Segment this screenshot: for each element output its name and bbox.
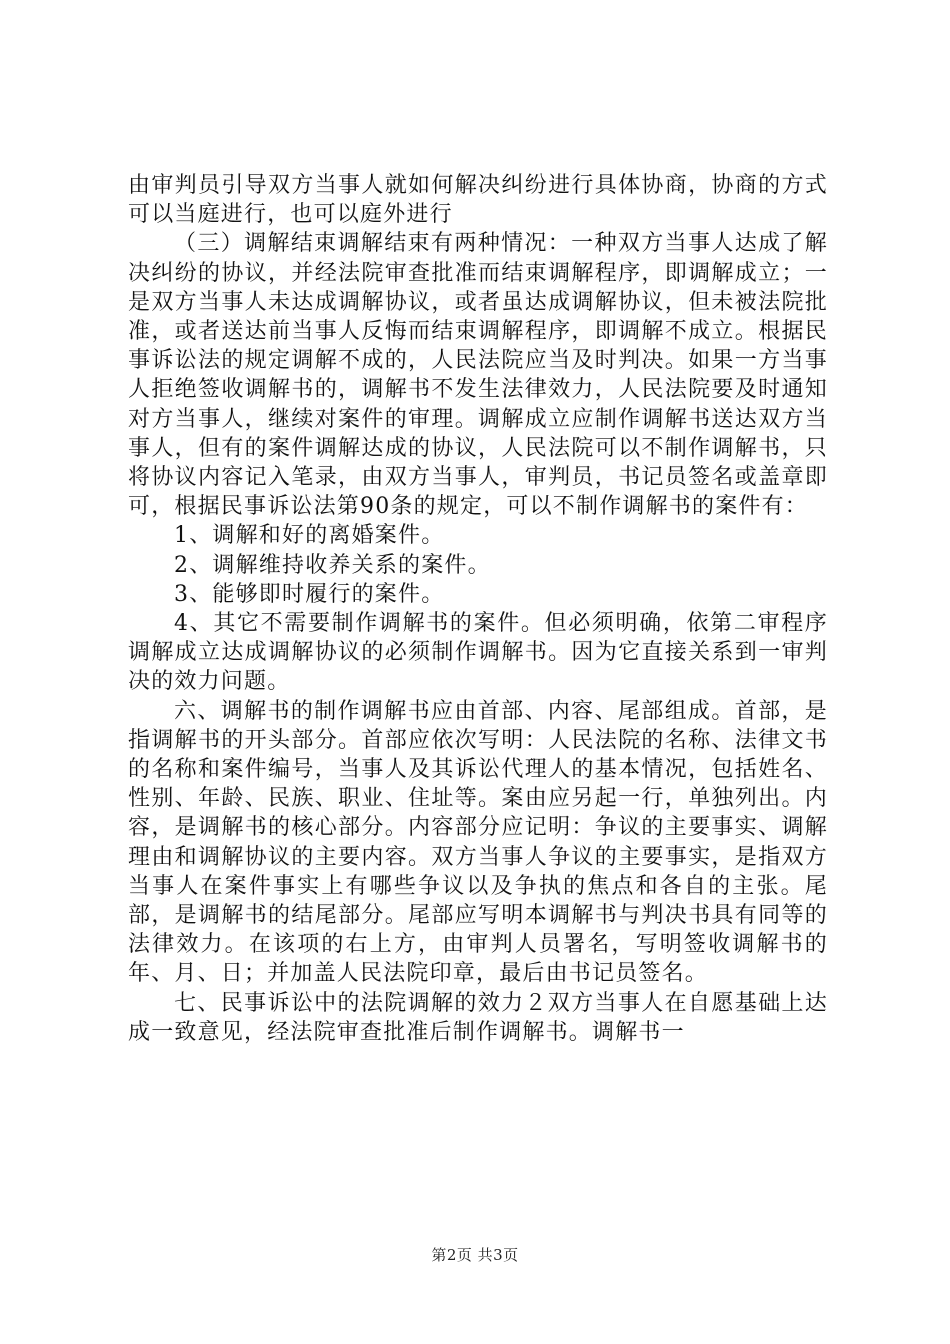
paragraph-2: （三）调解结束调解结束有两种情况：一种双方当事人达成了解决纠纷的协议，并经法院审查批准而结束调解程序，即调解成立；一是双方当事人未达成调解协议，或者虽达成调解协议，但未被法院批准，或者送达前当事人反悔而结束调解程序，即调解不成立。根据民事诉讼法的规定调解不成的，人民法院应当及时判决。如果一方当事人拒绝签收调解书的，调解书不发生法律效力，人民法院要及时通知对方当事人，继续对案件的审理。调解成立应制作调解书送达双方当事人，但有的案件调解达成的协议，人民法院可以不制作调解书，只将协议内容记入笔录，由双方当事人，审判员，书记员签名或盖章即可，根据民事诉讼法第90条的规定，可以不制作调解书的案件有： (128, 231, 828, 520)
section-six-paragraph: 六、调解书的制作调解书应由首部、内容、尾部组成。首部，是指调解书的开头部分。首部应依次写明：人民法院的名称、法律文书的名称和案件编号，当事人及其诉讼代理人的基本情况，包括姓名、性别、年龄、民族、职业、住址等。案由应另起一行，单独列出。内容，是调解书的核心部分。内容部分应记明：争议的主要事实、调解理由和调解协议的主要内容。双方当事人争议的主要事实，是指双方当事人在案件事实上有哪些争议以及争执的焦点和各自的主张。尾部，是调解书的结尾部分。尾部应写明本调解书与判决书具有同等的法律效力。在该项的右上方，由审判人员署名，写明签收调解书的年、月、日；并加盖人民法院印章，最后由书记员签名。 (128, 698, 828, 987)
list-item-2: 2、调解维持收养关系的案件。 (174, 552, 491, 578)
list-item-1: 1、调解和好的离婚案件。 (174, 523, 445, 549)
page-footer: 第2页 共3页 (431, 1246, 519, 1264)
section-seven-paragraph: 七、民事诉讼中的法院调解的效力２双方当事人在自愿基础上达成一致意见，经法院审查批准后制作调解书。调解书一 (128, 990, 828, 1045)
list-item-4: 4、其它不需要制作调解书的案件。但必须明确，依第二审程序调解成立达成调解协议的必须制作调解书。因为它直接关系到一审判决的效力问题。 (128, 611, 828, 695)
document-body (128, 171, 828, 1047)
paragraph-1: 由审判员引导双方当事人就如何解决纠纷进行具体协商，协商的方式可以当庭进行，也可以庭外进行 (128, 173, 828, 228)
list-item-3: 3、能够即时履行的案件。 (174, 581, 445, 607)
